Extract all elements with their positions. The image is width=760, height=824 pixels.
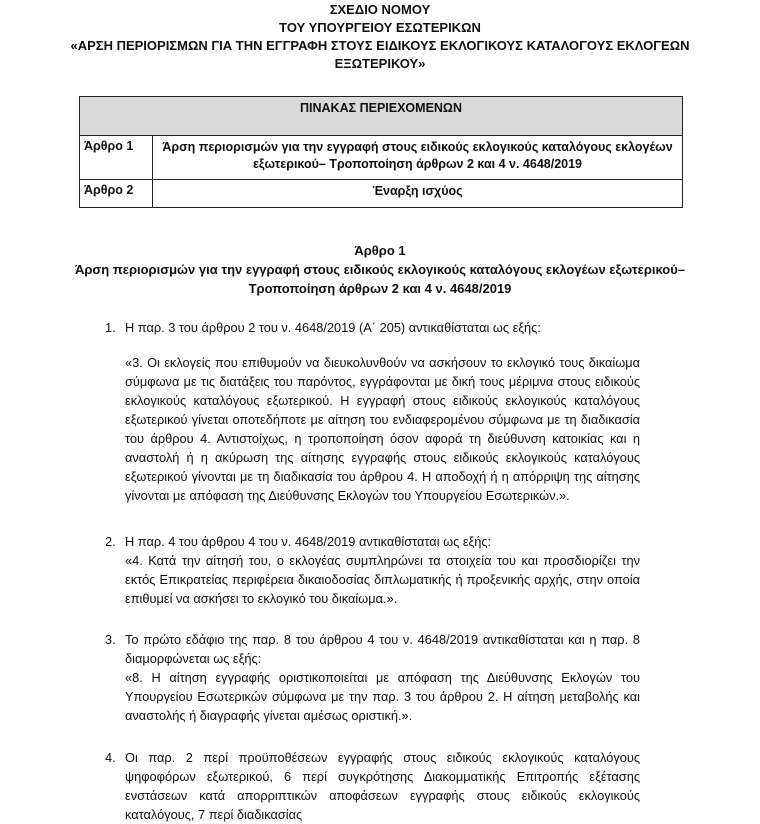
list-item: [105, 630, 640, 725]
item-number: 4.: [105, 750, 116, 765]
item-number: 1.: [105, 320, 116, 335]
toc-title-cell: [80, 97, 683, 136]
header-bill-title: «ΑΡΣΗ ΠΕΡΙΟΡΙΣΜΩΝ ΓΙΑ ΤΗΝ ΕΓΓΡΑΦΗ ΣΤΟΥΣ ΕΙΔΙΚΟΥΣ ΕΚΛΟΓΙΚΟΥΣ ΚΑΤΑΛΟΓΟΥΣ ΕΚΛΟΓΕΩΝ ΕΞΩΤΕΡΙΚΟΥ»: [70, 38, 690, 71]
item-lead: Η παρ. 3 του άρθρου 2 του ν. 4648/2019 (Α΄ 205) αντικαθίσταται ως εξής:: [125, 320, 541, 335]
article-title-line: Άρση περιορισμών για την εγγραφή στους ειδικούς εκλογικούς καταλόγους εκλογέων εξωτερικού–: [74, 262, 686, 277]
item-quote: «8. Η αίτηση εγγραφής οριστικοποιείται με απόφαση της Διεύθυνσης Εκλογών του Υπουργείου Εσωτερικών σύμφωνα με την παρ. 3 του άρθρου 2. Η αίτηση μεταβολής και αναστολής ή διαγραφής γίνεται αμέσως οριστική.».: [125, 670, 640, 723]
toc-article-number: Άρθρο 2: [80, 180, 153, 208]
item-number: 2.: [105, 534, 116, 549]
item-lead: Οι παρ. 2 περί προϋποθέσεων εγγραφής στους ειδικούς εκλογικούς καταλόγους ψηφοφόρων εξωτερικού, 6 περί συγκρότησης Διακομματικής Επιτροπής εξέτασης ενστάσεων κατά απορριπτικών αποφάσεων εγγραφής στους ειδικούς εκλογικούς καταλόγους, 7 περί διαδικασίας: [125, 750, 640, 822]
header-title: ΣΧΕΔΙΟ ΝΟΜΟΥ: [329, 2, 431, 17]
toc-article-title: Άρση περιορισμών για την εγγραφή στους ειδικούς εκλογικούς καταλόγους εκλογέων εξωτερικού– Τροποποίηση άρθρων 2 και 4 ν. 4648/2019: [153, 136, 683, 180]
toc-article-title: Έναρξη ισχύος: [153, 180, 683, 208]
document-header: [0, 0, 760, 73]
item-quote: «4. Κατά την αίτησή του, ο εκλογέας συμπληρώνει τα στοιχεία του και προσδιορίζει την εκτός Επικρατείας περιφέρεια δικαιοδοσίας διπλωματικής ή προξενικής αρχής, στην οποία επιθυμεί να ασκήσει το εκλογικό του δικαίωμα.».: [125, 553, 640, 606]
item-quote: «3. Οι εκλογείς που επιθυμούν να διευκολυνθούν να ασκήσουν το εκλογικό τους δικαίωμα σύμφωνα με τις διατάξεις του παρόντος, εγγράφονται με δική τους μέριμνα στους ειδικούς εκλογικούς καταλόγους εξωτερικού. Η εγγραφή στους ειδικούς εκλογικούς καταλόγους εξωτερικού γίνεται οποτεδήποτε με αίτηση του ενδιαφερομένου σύμφωνα με τη διαδικασία του άρθρου 4. Αντιστοίχως, η τροποποίηση όσον αφορά τη διεύθυνση κατοικίας και η αναστολή ή η ακύρωση της αίτησης εγγραφής στους ειδικούς εκλογικούς καταλόγους εξωτερικού γίνονται με τη διαδικασία του άρθρου 4. Η αποδοχή ή η απόρριψη της αίτησης γίνονται με απόφαση της Διεύθυνσης Εκλογών του Υπουργείου Εσωτερικών.».: [125, 355, 640, 503]
list-item: [105, 748, 640, 824]
list-item: [105, 532, 640, 608]
item-lead: Το πρώτο εδάφιο της παρ. 8 του άρθρου 4 του ν. 4648/2019 αντικαθίσταται και η παρ. 8 διαμορφώνεται ως εξής:: [125, 632, 640, 666]
toc-title: ΠΙΝΑΚΑΣ ΠΕΡΙΕΧΟΜΕΝΩΝ: [300, 101, 462, 115]
item-lead: Η παρ. 4 του άρθρου 4 του ν. 4648/2019 αντικαθίσταται ως εξής:: [125, 534, 492, 549]
toc-row: [80, 180, 683, 208]
article-number: Άρθρο 1: [354, 243, 406, 258]
list-item: [105, 318, 640, 505]
header-ministry: ΤΟΥ ΥΠΟΥΡΓΕΙΟΥ ΕΣΩΤΕΡΙΚΩΝ: [279, 20, 481, 35]
article-heading: [40, 241, 720, 298]
article-title-line: Τροποποίηση άρθρων 2 και 4 ν. 4648/2019: [248, 281, 512, 296]
toc-row: [80, 136, 683, 180]
item-number: 3.: [105, 632, 116, 647]
toc-article-number: Άρθρο 1: [80, 136, 153, 180]
table-of-contents: [79, 96, 683, 208]
